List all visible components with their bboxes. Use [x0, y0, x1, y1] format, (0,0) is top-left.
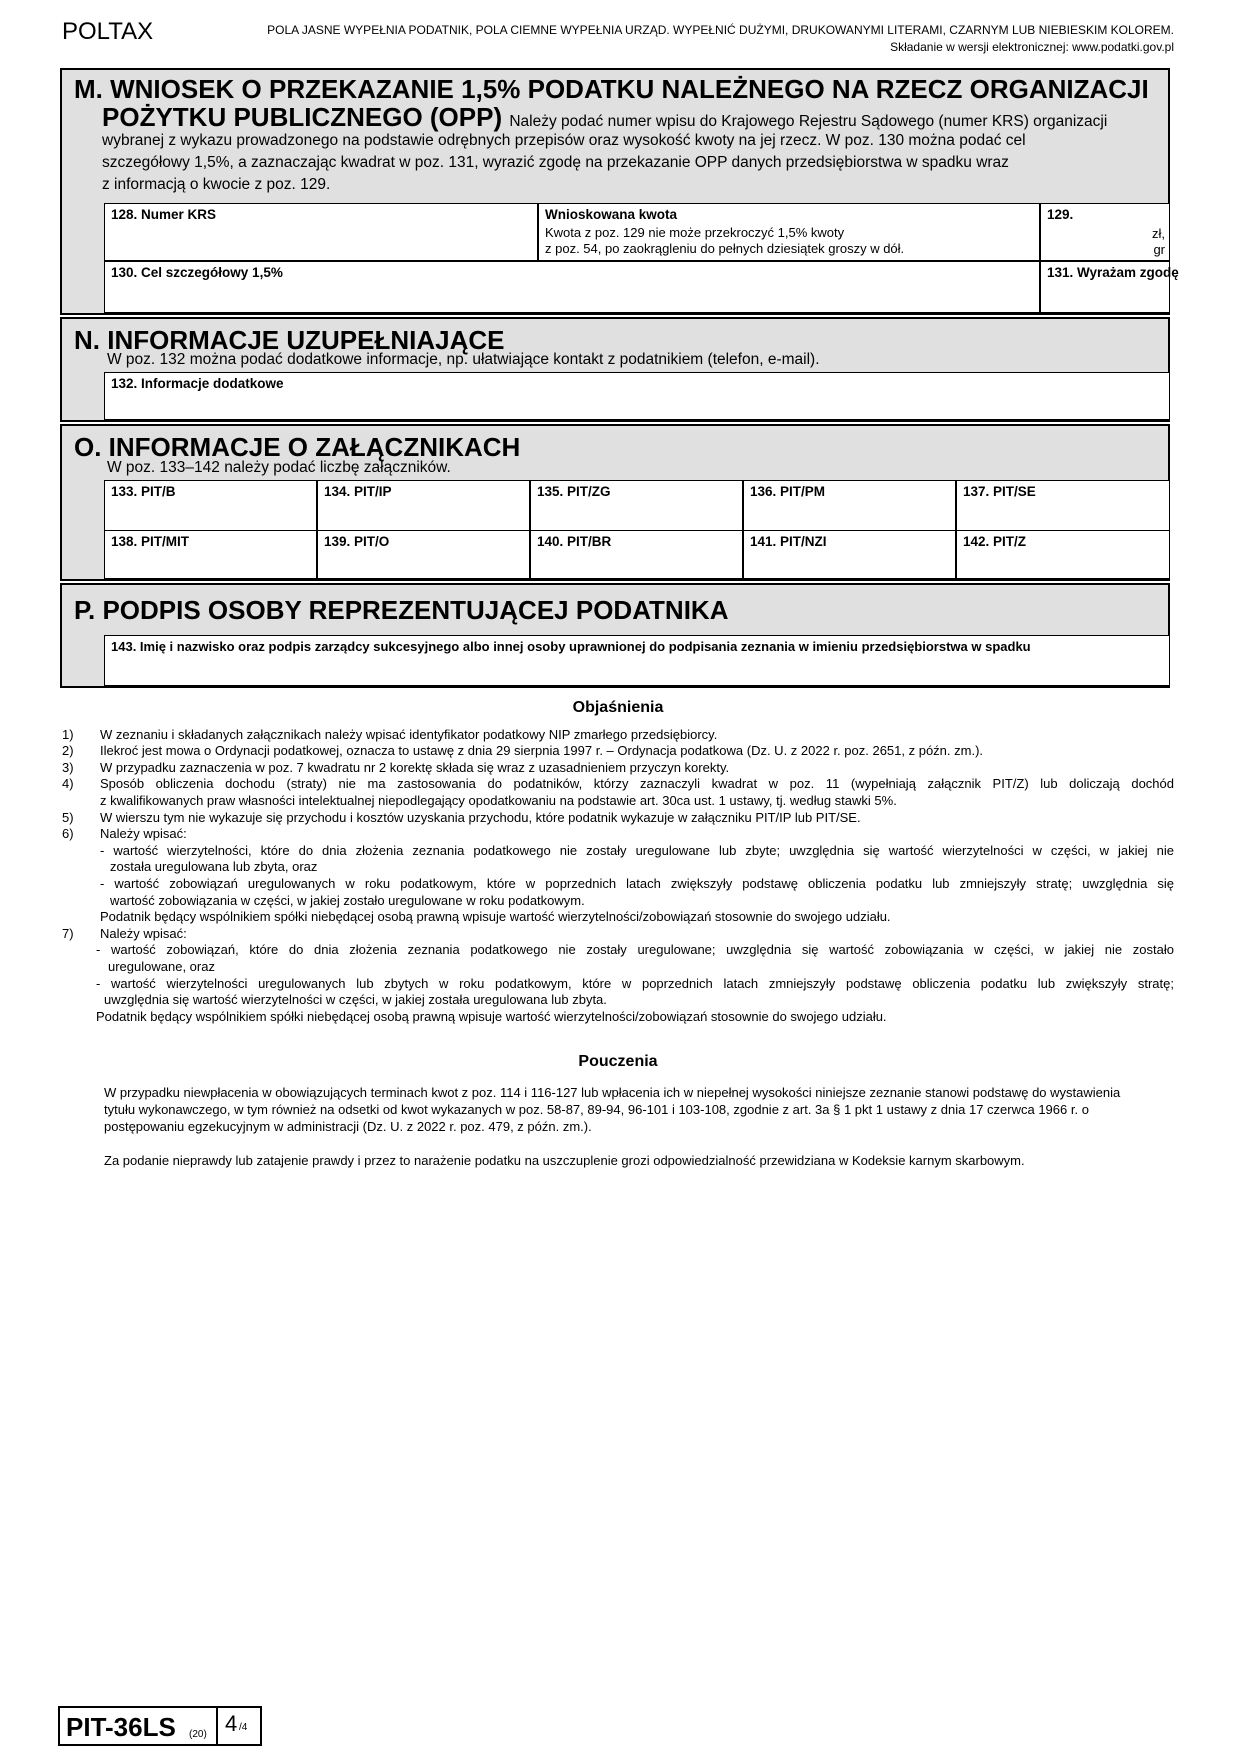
note-text: Sposób obliczenia dochodu (straty) nie ma zastosowania do podatników, którzy zaznaczyli kwadrat w poz. 11 (wypełniają załącznik PIT/Z) lub doliczają dochód — [100, 776, 1174, 792]
note-number: 7) — [62, 925, 74, 941]
note-number: 3) — [62, 759, 74, 775]
note-number: 5) — [62, 809, 74, 825]
field-142-pit-z[interactable] — [956, 530, 1170, 579]
form-code: PIT-36LS — [66, 1712, 176, 1742]
form-version: (20) — [189, 1729, 207, 1740]
field-131-label: 131. Wyrażam zgodę — [1047, 265, 1179, 280]
note-text: Należy wpisać: — [100, 925, 187, 941]
field-label: 134. PIT/IP — [324, 484, 392, 499]
note-text: - wartość wierzytelności uregulowanych lub zbytych w roku podatkowym, które w poprzednich latach zmniejszyły podstawę obliczenia podatku lub zwiększyły stratę; — [96, 975, 1174, 991]
form-id-box — [58, 1706, 218, 1746]
field-129-amount[interactable] — [1040, 203, 1170, 261]
note-number: 4) — [62, 776, 74, 792]
field-label: 133. PIT/B — [111, 484, 176, 499]
field-label: 135. PIT/ZG — [537, 484, 611, 499]
note-text: Należy wpisać: — [100, 826, 187, 842]
section-m-title-opp: POŻYTKU PUBLICZNEGO (OPP) — [102, 102, 503, 132]
field-label: 138. PIT/MIT — [111, 534, 190, 549]
instructions-title: Pouczenia — [578, 1053, 658, 1070]
section-m-desc-inline: Należy podać numer wpisu do Krajowego Rejestru Sądowego (numer KRS) organizacji — [509, 113, 1108, 130]
requested-amount-note-line: z poz. 54, po zaokrągleniu do pełnych dziesiątek groszy w dół. — [545, 241, 905, 256]
section-o-desc: W poz. 133–142 należy podać liczbę załączników. — [107, 459, 451, 476]
requested-amount-box — [538, 203, 1040, 261]
electronic-filing-note: Składanie w wersji elektronicznej: www.podatki.gov.pl — [890, 40, 1174, 54]
section-m-title: M. WNIOSEK O PRZEKAZANIE 1,5% PODATKU NALEŻNEGO NA RZECZ ORGANIZACJI — [74, 74, 1149, 104]
note-1 — [62, 727, 1174, 744]
note-5 — [62, 810, 1174, 827]
note-text: - wartość wierzytelności, które do dnia złożenia zeznania podatkowego nie zostały uregulowane lub zbyte; uwzględnia się wartość wierzytelności w części, w jakiej nie — [100, 842, 1174, 858]
section-m-desc-line: szczegółowy 1,5%, a zaznaczając kwadrat w poz. 131, wyrazić zgodę na przekazanie OPP danych przedsiębiorstwa w spadku wraz — [102, 154, 1009, 171]
field-130-label: 130. Cel szczegółowy 1,5% — [111, 265, 283, 280]
instruction-paragraph: Za podanie nieprawdy lub zatajenie prawdy i przez to narażenie podatku na uszczuplenie grozi odpowiedzialność przewidziana w Kodeksie karnym skarbowym. — [104, 1153, 1025, 1168]
field-label: 136. PIT/PM — [750, 484, 826, 499]
field-label: 140. PIT/BR — [537, 534, 612, 549]
field-141-pit-nzi[interactable] — [743, 530, 956, 579]
field-131-consent[interactable] — [1040, 261, 1179, 313]
page-number-box — [216, 1706, 262, 1746]
section-n-desc: W poz. 132 można podać dodatkowe informacje, np. ułatwiające kontakt z podatnikiem (telefon, e-mail). — [107, 351, 820, 368]
note-text: W zeznaniu i składanych załącznikach należy wpisać identyfikator podatkowy NIP zmarłego przedsiębiorcy. — [100, 726, 718, 742]
field-label: 142. PIT/Z — [963, 534, 1027, 549]
field-134-pit-ip[interactable] — [317, 480, 530, 531]
section-m — [60, 68, 1179, 315]
note-text: Podatnik będący wspólnikiem spółki niebędącej osobą prawną wpisuje wartość wierzytelności/zobowiązań stosownie do swojego udziału. — [100, 909, 891, 925]
field-128-krs[interactable] — [104, 203, 538, 261]
field-130-purpose[interactable] — [104, 261, 1040, 313]
note-4 — [62, 776, 1174, 809]
page-total: /4 — [239, 1722, 248, 1733]
note-text: uregulowane, oraz — [108, 958, 215, 974]
page-number: 4 — [225, 1711, 238, 1736]
note-text: uwzględnia się wartość wierzytelności w części, w jakiej została uregulowana lub zbyta. — [104, 992, 607, 1008]
section-m-desc — [102, 130, 1152, 196]
note-number: 1) — [62, 726, 74, 742]
note-text: Podatnik będący wspólnikiem spółki niebędącej osobą prawną wpisuje wartość wierzytelności/zobowiązań stosownie do swojego udziału. — [96, 1008, 887, 1024]
note-number: 2) — [62, 743, 74, 759]
field-129-label: 129. — [1047, 207, 1074, 222]
section-m-title-line2 — [102, 102, 1107, 133]
requested-amount-note — [545, 225, 904, 257]
instructions — [104, 1053, 1134, 1169]
field-143-signature[interactable] — [104, 635, 1170, 686]
note-text: W wierszu tym nie wykazuje się przychodu i kosztów uzyskania przychodu, które podatnik wykazuje w załączniku PIT/IP lub PIT/SE. — [100, 809, 861, 825]
section-n — [60, 317, 1170, 422]
note-text: - wartość zobowiązań uregulowanych w roku podatkowym, które w poprzednich latach zwiększyły podstawę obliczenia podatku lub zmniejszyły stratę; uwzględnia się — [100, 875, 1174, 891]
currency-gr: gr — [1153, 242, 1165, 257]
currency-zl: zł, — [1152, 226, 1165, 241]
field-132-label: 132. Informacje dodatkowe — [111, 376, 284, 391]
explanations — [62, 700, 1174, 1025]
field-133-pit-b[interactable] — [104, 480, 317, 531]
field-140-pit-br[interactable] — [530, 530, 743, 579]
field-138-pit-mit[interactable] — [104, 530, 317, 579]
note-6 — [62, 826, 1174, 926]
note-2 — [62, 743, 1174, 760]
field-136-pit-pm[interactable] — [743, 480, 956, 531]
section-p-title: P. PODPIS OSOBY REPREZENTUJĄCEJ PODATNIKA — [74, 595, 729, 625]
section-n-title: N. INFORMACJE UZUPEŁNIAJĄCE — [74, 325, 505, 355]
section-m-desc-line: wybranej z wykazu prowadzonego na podstawie odrębnych przepisów oraz wysokość kwoty na jej rzecz. W poz. 130 można podać cel — [102, 132, 1026, 149]
fill-instruction: POLA JASNE WYPEŁNIA PODATNIK, POLA CIEMNE WYPEŁNIA URZĄD. WYPEŁNIĆ DUŻYMI, DRUKOWANYMI LITERAMI, CZARNYM LUB NIEBIESKIM KOLOREM. — [267, 23, 1174, 37]
note-text: W przypadku zaznaczenia w poz. 7 kwadratu nr 2 korektę składa się wraz z uzasadnieniem przyczyn korekty. — [100, 759, 730, 775]
section-o — [60, 424, 1170, 581]
poltax-logo: POLTAX — [62, 18, 154, 45]
note-number: 6) — [62, 826, 74, 842]
field-143-label: 143. Imię i nazwisko oraz podpis zarządcy sukcesyjnego albo innej osoby uprawnionej do podpisania zeznania w imieniu przedsiębiorstwa w spadku — [111, 639, 1031, 654]
requested-amount-label: Wnioskowana kwota — [545, 207, 678, 222]
field-139-pit-o[interactable] — [317, 530, 530, 579]
note-3 — [62, 760, 1174, 777]
field-137-pit-se[interactable] — [956, 480, 1170, 531]
requested-amount-note-line: Kwota z poz. 129 nie może przekroczyć 1,5% kwoty — [545, 225, 845, 240]
note-text: - wartość zobowiązań, które do dnia złożenia zeznania podatkowego nie zostały uregulowane; uwzględnia się wartość zobowiązania w części, w jakiej nie zostało — [96, 942, 1174, 958]
field-label: 137. PIT/SE — [963, 484, 1036, 499]
instruction-paragraph: W przypadku niewpłacenia w obowiązujących terminach kwot z poz. 114 i 116-127 lub wpłacenia ich w niepełnej wysokości niniejsze zeznanie stanowi podstawę do wystawienia tytułu wykonawczego, w tym również na odsetki od kwot wykazanych w poz. 58-87, 89-94, 96-101 i 103-108, zgodnie z art. 3a § 1 pkt 1 ustawy z dnia 17 czerwca 1966 r. o postępowaniu egzekucyjnym w administracji (Dz. U. z 2022 r. poz. 479, z późn. zm.). — [104, 1085, 1121, 1134]
field-132-additional-info[interactable] — [104, 372, 1170, 420]
field-128-label: 128. Numer KRS — [111, 207, 217, 222]
section-m-desc-line: z informacją o kwocie z poz. 129. — [102, 176, 331, 193]
field-135-pit-zg[interactable] — [530, 480, 743, 531]
note-text: wartość zobowiązania w części, w jakiej zostało uregulowane w roku podatkowym. — [110, 892, 585, 908]
note-text: z kwalifikowanych praw własności intelektualnej niepodlegający opodatkowaniu na podstawie art. 30ca ust. 1 ustawy, tj. według stawki 5%. — [100, 792, 897, 808]
field-label: 139. PIT/O — [324, 534, 390, 549]
explanations-title: Objaśnienia — [572, 699, 664, 716]
field-label: 141. PIT/NZI — [750, 534, 827, 549]
note-text: Ilekroć jest mowa o Ordynacji podatkowej, oznacza to ustawę z dnia 29 sierpnia 1997 r. – Ordynacja podatkowa (Dz. U. z 2022 r. poz. 2651, z późn. zm.). — [100, 743, 984, 759]
section-o-title: O. INFORMACJE O ZAŁĄCZNIKACH — [74, 432, 521, 462]
note-7 — [62, 926, 1174, 1026]
note-text: została uregulowana lub zbyta, oraz — [110, 859, 318, 875]
section-p — [60, 583, 1170, 688]
header-note — [267, 22, 1174, 56]
